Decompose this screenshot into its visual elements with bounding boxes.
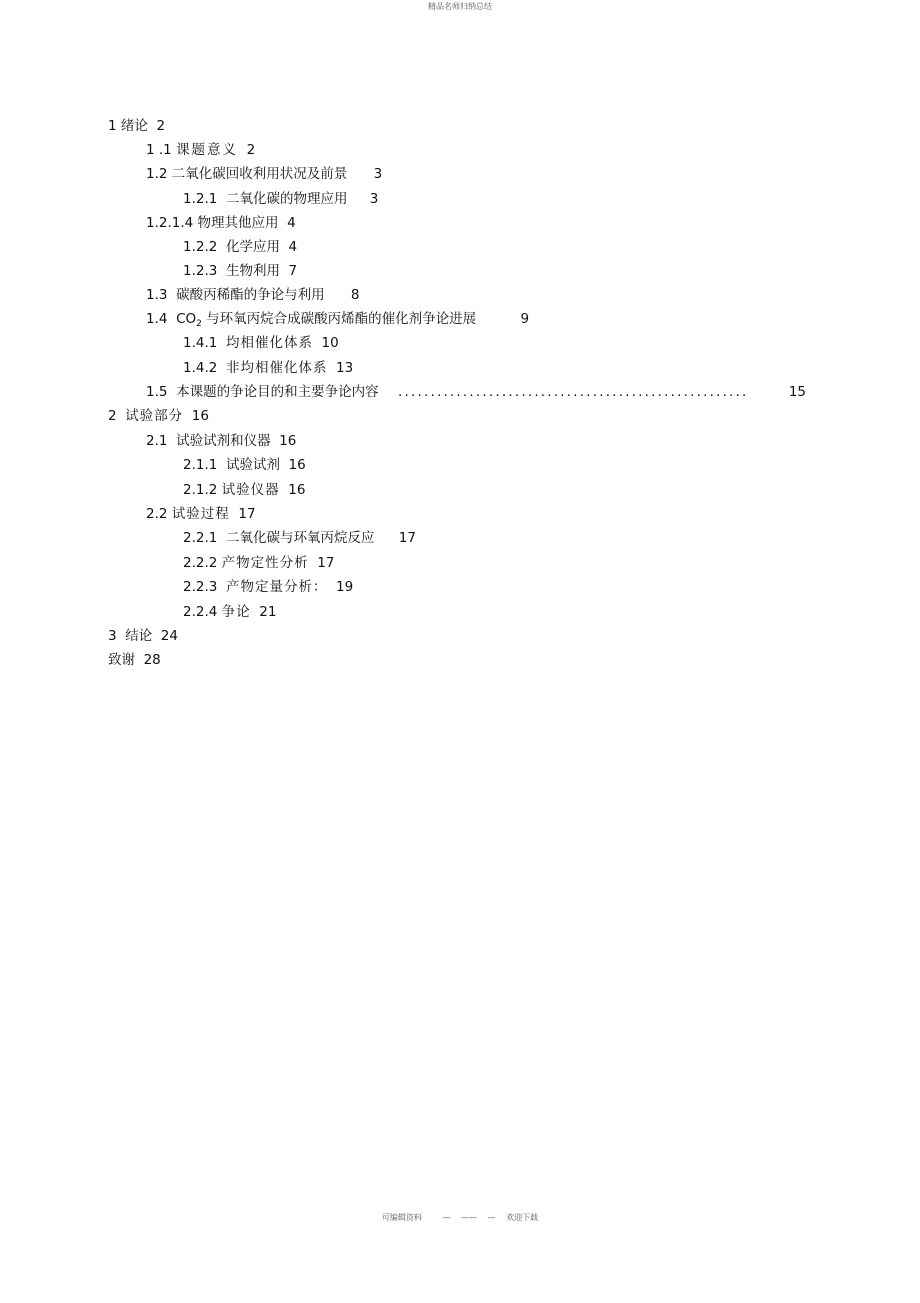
toc-entry[interactable] (146, 430, 296, 452)
toc-title: 二氧化碳的物理应用 (225, 191, 348, 207)
toc-number: 1.2.1.4 (146, 215, 194, 231)
toc-number: 1.4.1 (183, 335, 218, 351)
toc-page: 2 (156, 118, 166, 134)
footer-left-text: 可编辑资料 (381, 1213, 422, 1222)
toc-number: 2.2.4 (183, 604, 218, 620)
toc-title: 试验过程 (171, 506, 230, 522)
toc-entry[interactable] (146, 308, 529, 330)
toc-number: 1.5 (146, 384, 168, 400)
toc-title: 试验试剂 (225, 457, 280, 473)
toc-number: 1 .1 (146, 142, 172, 158)
toc-title: 二氧化碳回收利用状况及前景 (171, 166, 348, 182)
toc-entry[interactable] (108, 625, 178, 647)
toc-number: 1.2.2 (183, 239, 218, 255)
toc-page: 8 (350, 287, 360, 303)
toc-entry[interactable] (183, 479, 305, 501)
toc-number: 2.1.2 (183, 482, 218, 498)
toc-page: 16 (288, 482, 306, 498)
footer-right-text: 欢迎下载 (506, 1213, 539, 1222)
toc-entry[interactable] (108, 405, 209, 427)
toc-entry[interactable] (183, 454, 306, 476)
toc-page: 16 (279, 433, 297, 449)
toc-page: 24 (160, 628, 178, 644)
toc-entry[interactable] (146, 381, 806, 403)
toc-title: 试验仪器 (221, 482, 280, 498)
toc-entry[interactable] (146, 503, 256, 525)
toc-title: 与环氧丙烷合成碳酸丙烯酯的催化剂争论进展 (206, 311, 477, 327)
toc-page: 3 (369, 191, 379, 207)
toc-entry[interactable] (146, 212, 296, 234)
toc-number: 1.2.3 (183, 263, 218, 279)
toc-page: 4 (287, 215, 296, 231)
toc-entry[interactable] (146, 163, 382, 185)
toc-title: 均相催化体系 (225, 335, 313, 351)
toc-page: 17 (317, 555, 335, 571)
toc-entry[interactable] (108, 115, 165, 137)
toc-page: 21 (259, 604, 277, 620)
toc-entry[interactable] (146, 284, 359, 306)
toc-page: 10 (321, 335, 339, 351)
toc-number: 2 (108, 408, 117, 424)
page-footer (0, 1212, 920, 1223)
toc-title: 本课题的争论目的和主要争论内容 (176, 384, 379, 400)
toc-title: 物理其他应用 (197, 215, 279, 231)
toc-title-formula: $CO_2$ (176, 311, 202, 329)
toc-title: 碳酸丙稀酯的争论与利用 (176, 287, 325, 303)
toc-page: 16 (191, 408, 209, 424)
toc-number: 1 (108, 118, 117, 134)
toc-title: 课题意义 (176, 142, 239, 158)
toc-entry[interactable] (183, 332, 339, 354)
toc-number: 2.2.2 (183, 555, 218, 571)
toc-page: 3 (373, 166, 383, 182)
toc-page: 15 (788, 384, 806, 400)
page-header: 精品名师归纳总结 (428, 2, 492, 11)
toc-page: 28 (143, 652, 161, 668)
toc-number: 1.2.1 (183, 191, 218, 207)
toc-entry[interactable] (183, 236, 297, 258)
toc-page: 13 (336, 360, 354, 376)
footer-dash: — (487, 1213, 496, 1222)
toc-number: 2.2.1 (183, 530, 218, 546)
toc-number: 3 (108, 628, 117, 644)
toc-page: 4 (288, 239, 298, 255)
toc-page: 7 (288, 263, 298, 279)
toc-entry[interactable] (183, 188, 378, 210)
toc-number: 2.2 (146, 506, 168, 522)
toc-page: 16 (288, 457, 306, 473)
toc-number: 2.1 (146, 433, 168, 449)
toc-entry[interactable] (183, 552, 334, 574)
toc-entry[interactable] (183, 527, 416, 549)
toc-title: 争论 (221, 604, 251, 620)
toc-entry[interactable] (183, 357, 353, 379)
toc-title: 试验部分 (125, 408, 184, 424)
toc-number: 2.2.3 (183, 579, 218, 595)
toc-number: 1.2 (146, 166, 168, 182)
toc-entry[interactable] (108, 649, 161, 671)
toc-title: 致谢 (108, 652, 135, 668)
footer-dash: — (442, 1213, 451, 1222)
toc-page: 9 (520, 311, 530, 327)
toc-title: 化学应用 (225, 239, 280, 255)
toc-title: 二氧化碳与环氧丙烷反应 (225, 530, 375, 546)
toc-number: 1.4 (146, 311, 168, 327)
toc-page: 17 (238, 506, 256, 522)
toc-title: 生物利用 (225, 263, 280, 279)
toc-title: 产物定量分析： (225, 579, 328, 595)
toc-title: 非均相催化体系 (225, 360, 328, 376)
toc-page: 19 (336, 579, 354, 595)
toc-page: 2 (246, 142, 256, 158)
toc-page: 17 (398, 530, 416, 546)
toc-dot-leader: ...................................................... (398, 384, 749, 400)
toc-title: 结论 (125, 628, 153, 644)
toc-entry[interactable] (183, 601, 276, 623)
toc-entry[interactable] (183, 260, 297, 282)
toc-title: 绪论 (120, 118, 148, 134)
toc-entry[interactable] (146, 139, 255, 161)
toc-number: 1.3 (146, 287, 168, 303)
toc-title: 试验试剂和仪器 (176, 433, 271, 449)
toc-number: 2.1.1 (183, 457, 218, 473)
toc-entry[interactable] (183, 576, 353, 598)
toc-title: 产物定性分析 (221, 555, 309, 571)
toc-number: 1.4.2 (183, 360, 218, 376)
footer-dash: —— (461, 1213, 477, 1222)
